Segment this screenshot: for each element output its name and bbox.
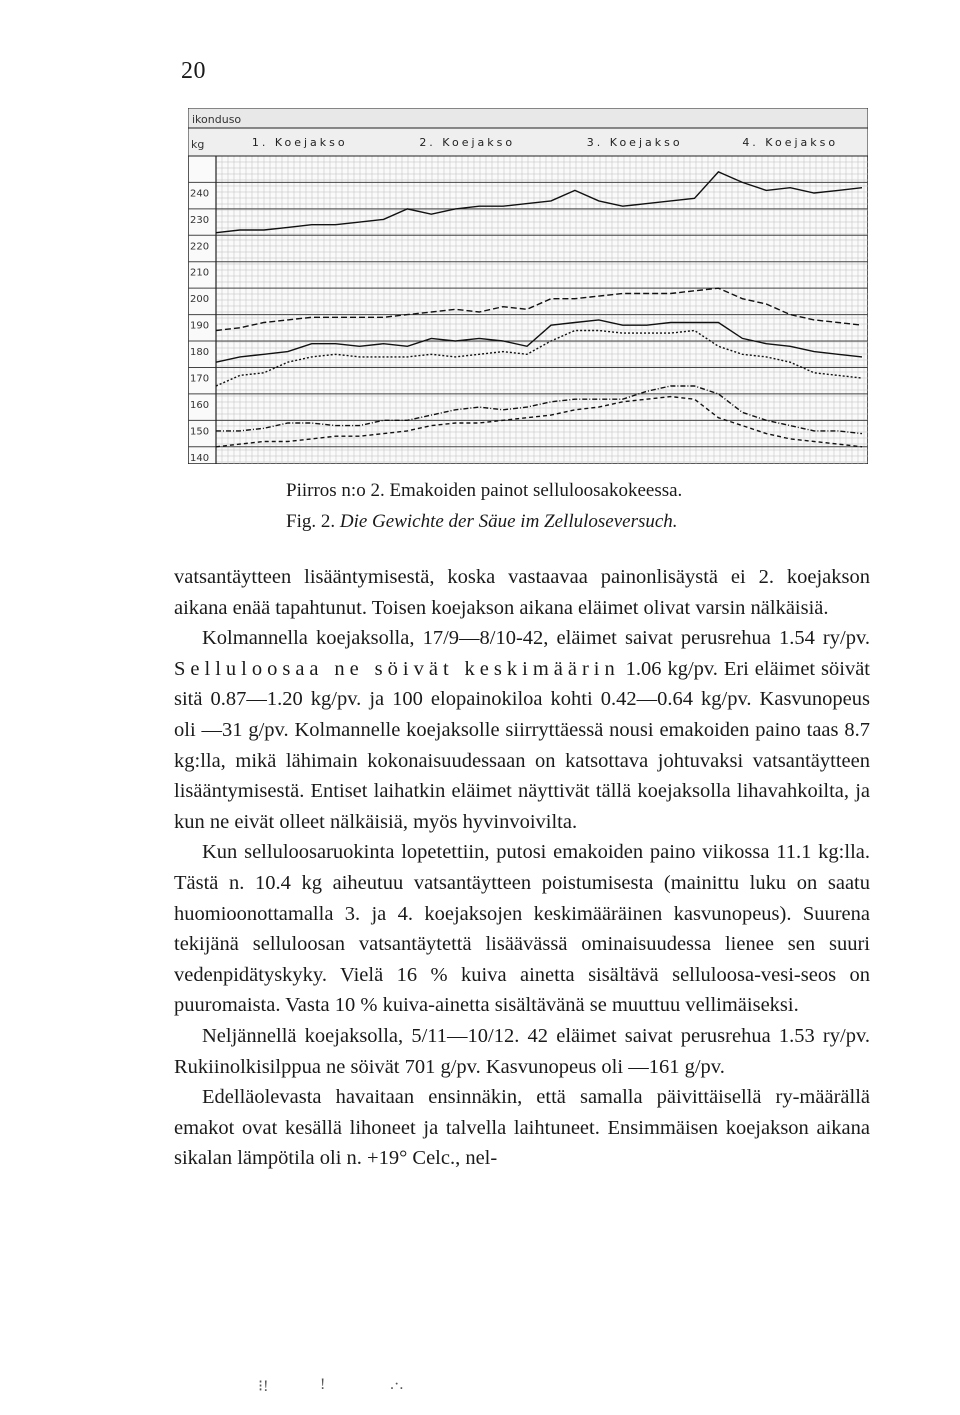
footer-mark-2: ! xyxy=(320,1376,326,1393)
y-tick-label: 180 xyxy=(190,347,210,359)
weight-chart-svg xyxy=(188,108,868,464)
paragraph-3: Kun selluloosaruokinta lopetettiin, putosi emakoiden paino viikossa 11.1 kg:lla. Tästä n. 10.4 kg aiheutuu vatsantäytteen poistumisesta (mainittu luku on saatu huomioonottamalla 3. ja 4. koejaksojen keskimääräinen kasvunopeus). Suurena tekijänä selluloosan vatsantäytettä lisäävässä ominaisuudessa lienee sen suuri vedenpidätyskyky. Vielä 16 % kuiva ainetta sisältävä selluloosa-vesi-seos on puuromaista. Vasta 10 % kuiva-ainetta sisältävänä se muuttuu vellimäiseksi. xyxy=(174,841,870,1017)
paragraph-1: vatsantäytteen lisääntymisestä, koska vastaavaa painonlisäystä ei 2. koejakson aikana enää tapahtunut. Toisen koejakson aikana eläimet olivat varsin nälkäisiä. xyxy=(174,566,870,619)
chart-corner-label: ikonduso xyxy=(192,113,242,126)
body-text xyxy=(174,562,870,1174)
paragraph-5: Edelläolevasta havaitaan ensinnäkin, että samalla päivittäisellä ry-määrällä emakot ovat kesällä lihoneet ja talvella laihtuneet. Ensimmäisen koejakson aikana sikalan lämpötila oli n. +19° Celc., nel- xyxy=(174,1086,870,1170)
paragraph-2 xyxy=(174,623,870,837)
figure-caption-de xyxy=(286,511,678,533)
chart-y-unit: kg xyxy=(191,138,205,151)
y-tick-label: 220 xyxy=(190,241,210,253)
weight-chart xyxy=(188,108,868,464)
y-tick-label: 170 xyxy=(190,373,210,385)
page-number: 20 xyxy=(181,58,206,84)
figure-caption-fi: Piirros n:o 2. Emakoiden painot selluloosakokeessa. xyxy=(286,480,683,501)
paragraph-4: Neljännellä koejaksolla, 5/11—10/12. 42 eläimet saivat perusrehua 1.53 ry/pv. Rukiinolkisilppua ne söivät 701 g/pv. Kasvunopeus oli —161 g/pv. xyxy=(174,1024,870,1078)
y-tick-label: 240 xyxy=(190,188,210,200)
paragraph-2-b: 1.06 kg/pv. Eri eläimet söivät sitä 0.87—1.20 kg/pv. ja 100 elopainokiloa kohti 0.42—0.64 kg/pv. Kasvunopeus oli —31 g/pv. Kolmannelle koejaksolle siirryttäessä nousi emakoiden paino taas 8.7 kg:lla, mikä lähimain kokonaisuudessaan on katsottava johtuvaksi vatsantäytteen lisääntymisestä. Entiset laihatkin eläimet näyttivät tällä koejaksolla lihavahkoilta, ja kun ne eivät olleet nälkäisiä, myös hyvinvoivilta. xyxy=(174,657,870,833)
period-label: 1. Koejakso xyxy=(251,136,348,149)
caption-de-prefix: Fig. 2. xyxy=(286,511,340,532)
y-tick-label: 230 xyxy=(190,214,210,226)
period-label: 2. Koejakso xyxy=(419,136,516,149)
y-tick-label: 150 xyxy=(190,426,210,438)
footer-mark-3: .·. xyxy=(390,1376,404,1393)
y-tick-label: 200 xyxy=(190,294,210,306)
period-label: 3. Koejakso xyxy=(586,136,683,149)
period-label: 4. Koejakso xyxy=(742,136,839,149)
paragraph-2-a: Kolmannella koejaksolla, 17/9—8/10-42, eläimet saivat perusrehua 1.54 ry/pv. xyxy=(202,627,870,650)
footer-mark-1: ⁝! xyxy=(258,1378,269,1395)
paragraph-2-spaced: Selluloosaa ne söivät keskimäärin xyxy=(174,657,620,680)
chart-top-band xyxy=(188,108,868,128)
y-tick-label: 140 xyxy=(190,452,210,464)
y-tick-label: 210 xyxy=(190,267,210,279)
y-tick-label: 160 xyxy=(190,399,210,411)
y-tick-label: 190 xyxy=(190,320,210,332)
caption-de-italic: Die Gewichte der Säue im Zelluloseversuch. xyxy=(339,511,678,532)
